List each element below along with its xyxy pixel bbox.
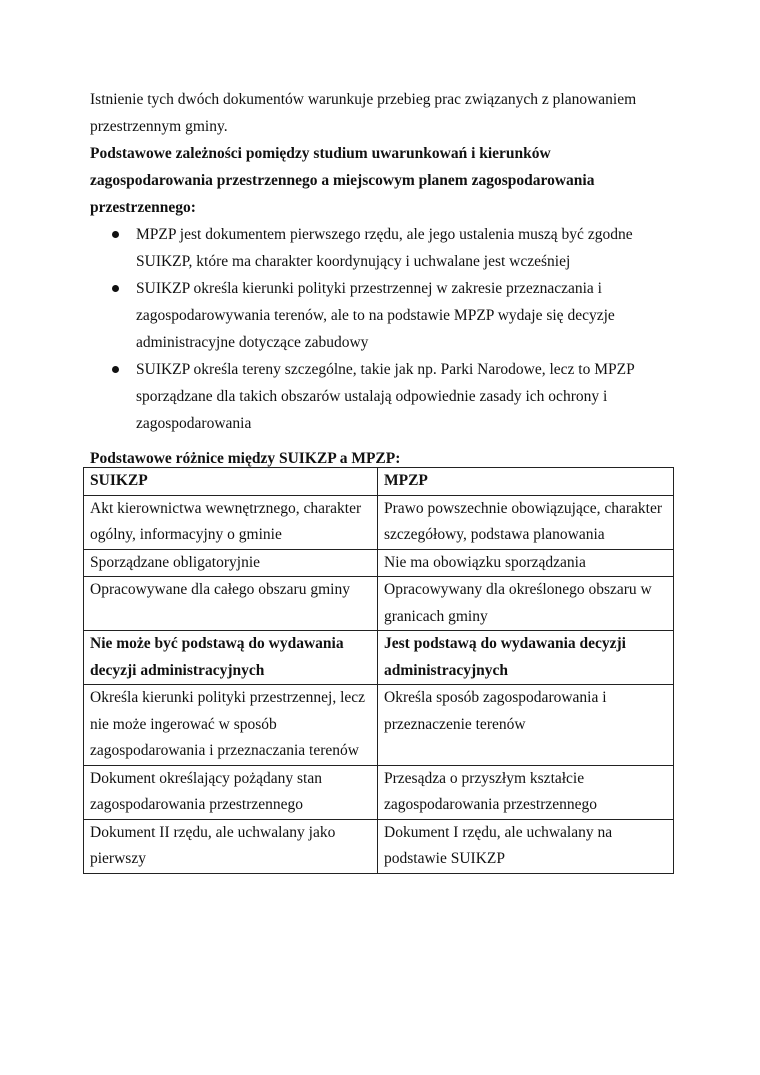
list-item: [90, 275, 680, 356]
cell-suikzp: [84, 631, 378, 685]
cell-line: Sporządzane obligatoryjnie: [90, 553, 261, 571]
cell-line: Przesądza o przyszłym kształcie: [384, 769, 585, 787]
intro-paragraph: [90, 86, 680, 140]
cell-suikzp: [84, 577, 378, 631]
intro-line: Istnienie tych dwóch dokumentów warunkuje przebieg prac związanych z planowaniem: [90, 91, 637, 108]
list-item-line: MPZP jest dokumentem pierwszego rzędu, ale jego ustalenia muszą być zgodne: [136, 226, 633, 243]
cell-line: Akt kierownictwa wewnętrznego, charakter: [90, 499, 362, 517]
cell-mpzp: [378, 765, 674, 819]
intro-line: przestrzennym gminy.: [90, 118, 228, 135]
document-body: [90, 86, 680, 472]
cell-mpzp: [378, 495, 674, 549]
cell-line: przeznaczenie terenów: [384, 715, 526, 733]
heading-line: przestrzennego:: [90, 199, 196, 216]
list-item-line: SUIKZP określa kierunki polityki przestrzennej w zakresie przeznaczania i: [136, 280, 602, 297]
list-item-line: SUIKZP określa tereny szczególne, takie jak np. Parki Narodowe, lecz to MPZP: [136, 361, 635, 378]
table-row: [84, 819, 674, 873]
cell-line: decyzji administracyjnych: [90, 661, 265, 679]
cell-line: ogólny, informacyjny o gminie: [90, 526, 282, 543]
cell-line: Nie może być podstawą do wydawania: [90, 635, 344, 652]
cell-line: szczegółowy, podstawa planowania: [384, 526, 605, 543]
cell-suikzp: [84, 819, 378, 873]
list-item: [90, 221, 680, 275]
table-header-row: [84, 468, 674, 496]
cell-line: nie może ingerować w sposób: [90, 715, 277, 733]
list-item-line: zagospodarowywania terenów, ale to na podstawie MPZP wydaje się decyzje: [136, 307, 615, 324]
cell-line: Dokument określający pożądany stan: [90, 769, 322, 787]
cell-line: Określa kierunki polityki przestrzennej, lecz: [90, 689, 366, 706]
cell-line: zagospodarowania i przeznaczania terenów: [90, 742, 359, 759]
table-body: [84, 468, 674, 874]
section-heading-dependencies: [90, 140, 680, 221]
cell-line: Dokument I rzędu, ale uchwalany na: [384, 823, 613, 841]
cell-mpzp: [378, 549, 674, 577]
comparison-table: [83, 467, 674, 874]
cell-line: administracyjnych: [384, 661, 508, 679]
cell-line: Opracowywany dla określonego obszaru w: [384, 581, 652, 598]
cell-suikzp: [84, 495, 378, 549]
cell-line: Dokument II rzędu, ale uchwalany jako: [90, 823, 336, 841]
column-header-suikzp: SUIKZP: [84, 468, 378, 496]
list-item: [90, 356, 680, 437]
cell-mpzp: [378, 631, 674, 685]
cell-line: Opracowywane dla całego obszaru gminy: [90, 581, 350, 598]
cell-line: Prawo powszechnie obowiązujące, charakter: [384, 499, 663, 517]
bullet-icon: [112, 285, 119, 292]
cell-suikzp: [84, 549, 378, 577]
column-header-mpzp: MPZP: [378, 468, 674, 496]
cell-line: Nie ma obowiązku sporządzania: [384, 553, 586, 571]
table-row: [84, 577, 674, 631]
list-item-line: sporządzane dla takich obszarów ustalają odpowiednie zasady ich ochrony i: [136, 388, 608, 405]
cell-mpzp: [378, 577, 674, 631]
table-title: Podstawowe różnice między SUIKZP a MPZP:: [90, 450, 401, 467]
table-row: [84, 631, 674, 685]
cell-line: podstawie SUIKZP: [384, 850, 505, 867]
cell-suikzp: [84, 765, 378, 819]
bullet-icon: [112, 366, 119, 373]
cell-line: Jest podstawą do wydawania decyzji: [384, 635, 626, 652]
table-row: [84, 765, 674, 819]
cell-suikzp: [84, 685, 378, 766]
dependencies-list: [90, 221, 680, 437]
cell-line: Określa sposób zagospodarowania i: [384, 689, 607, 706]
list-item-line: zagospodarowania: [136, 415, 252, 432]
cell-mpzp: [378, 819, 674, 873]
cell-line: zagospodarowania przestrzennego: [90, 796, 304, 813]
table-row: [84, 549, 674, 577]
cell-mpzp: [378, 685, 674, 766]
bullet-icon: [112, 231, 119, 238]
cell-line: pierwszy: [90, 850, 146, 867]
list-item-line: administracyjne dotyczące zabudowy: [136, 334, 369, 351]
cell-line: granicach gminy: [384, 607, 488, 625]
heading-line: zagospodarowania przestrzennego a miejscowym planem zagospodarowania: [90, 172, 595, 189]
heading-line: Podstawowe zależności pomiędzy studium uwarunkowań i kierunków: [90, 145, 551, 162]
cell-line: zagospodarowania przestrzennego: [384, 796, 598, 813]
table-row: [84, 495, 674, 549]
list-item-line: SUIKZP, które ma charakter koordynujący i uchwalane jest wcześniej: [136, 253, 571, 270]
table-row: [84, 685, 674, 766]
